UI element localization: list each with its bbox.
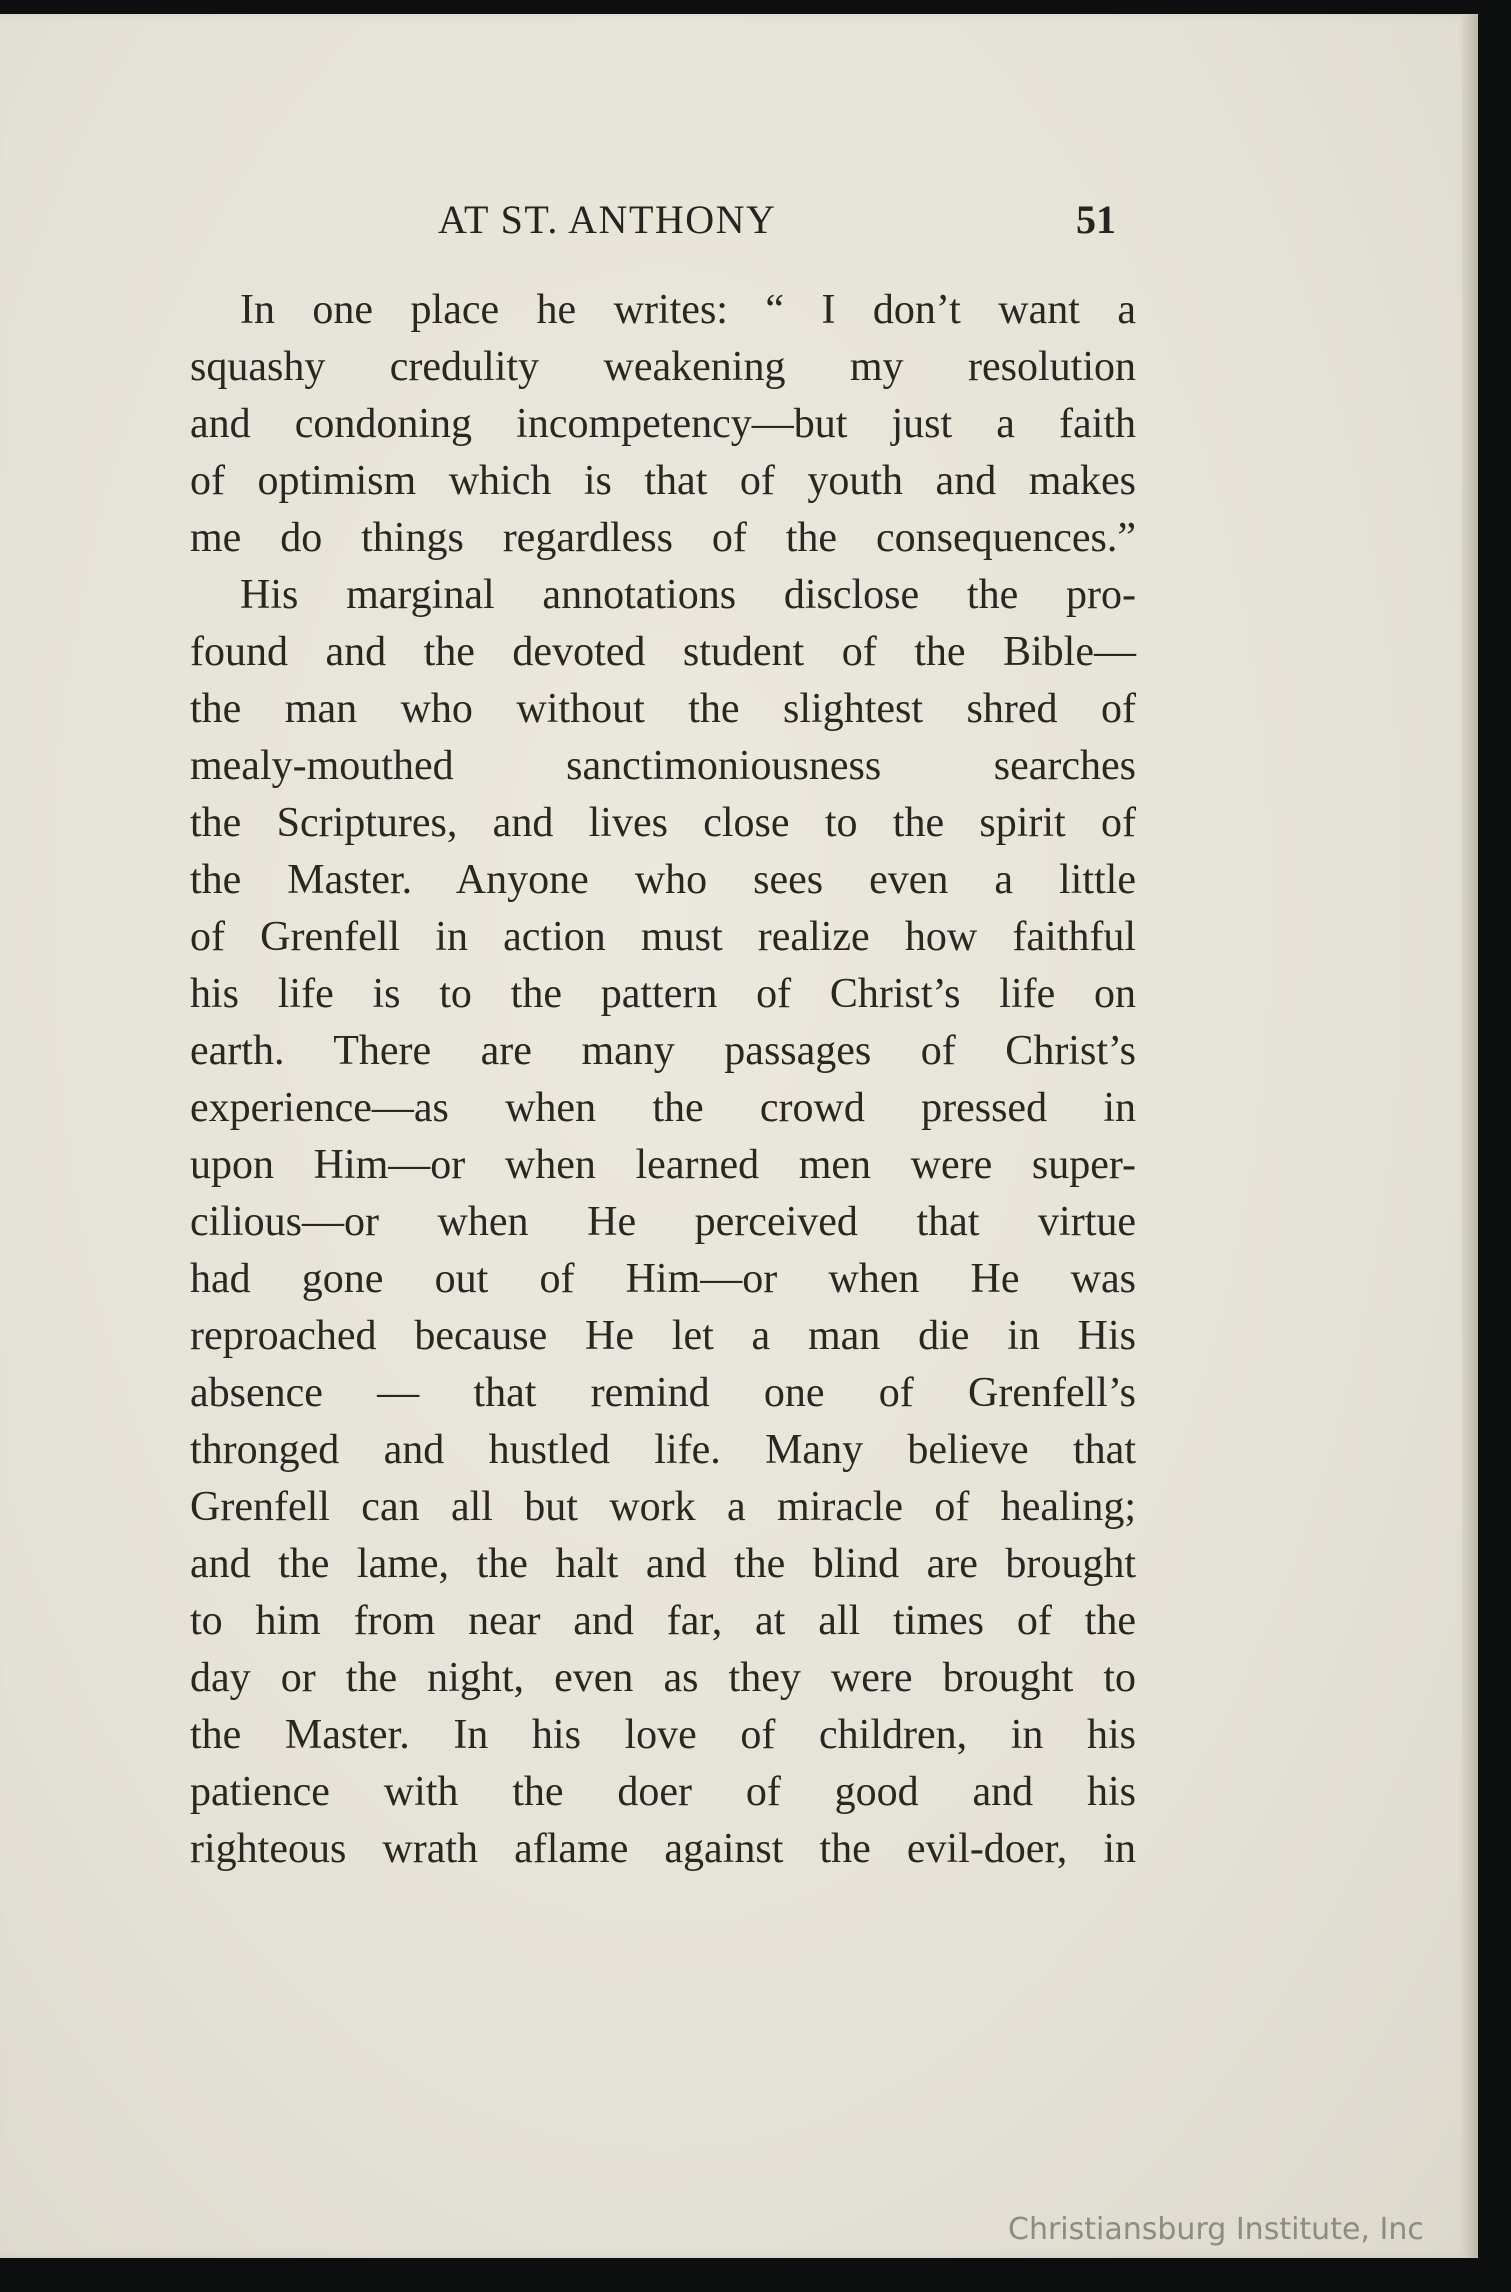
text-line: the Master. Anyone who sees even a little bbox=[190, 857, 1136, 903]
page-edge bbox=[1462, 14, 1478, 2258]
text-line: squashy credulity weakening my resolution bbox=[190, 344, 1136, 390]
text-line: to him from near and far, at all times of the bbox=[190, 1598, 1136, 1644]
text-line: found and the devoted student of the Bible— bbox=[190, 629, 1136, 675]
text-line: me do things regardless of the consequences.” bbox=[190, 515, 1136, 561]
page-number: 51 bbox=[1076, 197, 1116, 242]
text-line: reproached because He let a man die in His bbox=[190, 1313, 1136, 1359]
text-line: the man who without the slightest shred of bbox=[190, 686, 1136, 732]
text-line: His marginal annotations disclose the pro- bbox=[240, 572, 1136, 618]
text-line: patience with the doer of good and his bbox=[190, 1769, 1136, 1815]
text-line: absence — that remind one of Grenfell’s bbox=[190, 1370, 1136, 1416]
text-line: mealy-mouthed sanctimoniousness searches bbox=[190, 743, 1136, 789]
text-line: day or the night, even as they were brought to bbox=[190, 1655, 1136, 1701]
text-line: cilious—or when He perceived that virtue bbox=[190, 1199, 1136, 1245]
text-line: had gone out of Him—or when He was bbox=[190, 1256, 1136, 1302]
text-line: the Scriptures, and lives close to the spirit of bbox=[190, 800, 1136, 846]
text-line: his life is to the pattern of Christ’s life on bbox=[190, 971, 1136, 1017]
text-line: of optimism which is that of youth and makes bbox=[190, 458, 1136, 504]
text-line: In one place he writes: “ I don’t want a bbox=[240, 287, 1136, 333]
watermark: Christiansburg Institute, Inc bbox=[1008, 2212, 1424, 2247]
text-line: righteous wrath aflame against the evil-doer, in bbox=[190, 1826, 1136, 1872]
text-line: of Grenfell in action must realize how faithful bbox=[190, 914, 1136, 960]
text-line: thronged and hustled life. Many believe that bbox=[190, 1427, 1136, 1473]
text-line: and the lame, the halt and the blind are brought bbox=[190, 1541, 1136, 1587]
text-line: Grenfell can all but work a miracle of healing; bbox=[190, 1484, 1136, 1530]
text-line: earth. There are many passages of Christ’s bbox=[190, 1028, 1136, 1074]
running-head-title: AT ST. ANTHONY bbox=[438, 197, 777, 242]
text-line: the Master. In his love of children, in his bbox=[190, 1712, 1136, 1758]
text-line: upon Him—or when learned men were super- bbox=[190, 1142, 1136, 1188]
body-text bbox=[190, 282, 1136, 1878]
text-line: and condoning incompetency—but just a faith bbox=[190, 401, 1136, 447]
text-line: experience—as when the crowd pressed in bbox=[190, 1085, 1136, 1131]
